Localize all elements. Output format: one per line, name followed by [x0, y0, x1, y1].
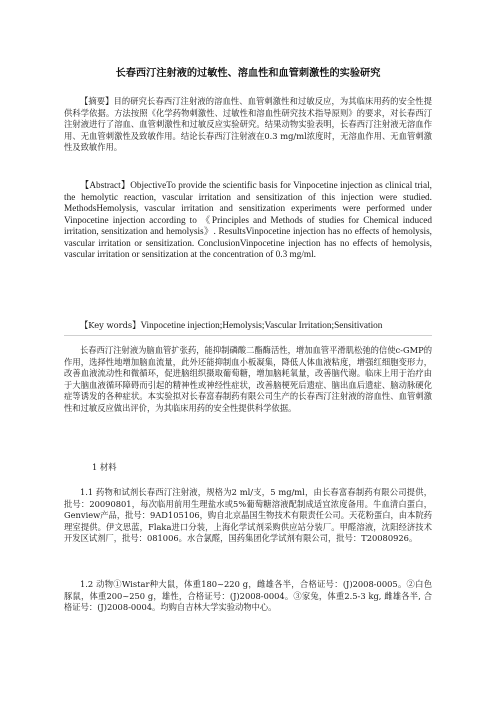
keywords-text: Vinpocetine injection;Hemolysis;Vascular Irritation;Sensitivation: [140, 321, 383, 331]
abstract-english: 【Abstract】ObjectiveTo provide the scientific basis for Vinpocetine injection as clinical trial, the hemolytic reaction, vascular irritation and sensitization of this injection were studied. MethodsHemolysis, vascular irritation and sensitization experiments were performed under Vinpocetine injection according to 《Principles and Methods of studies for Chemical induced irritation, sensitization and hemolysis》. ResultsVinpocetine injection has no effects of hemolysis, vascular irritation or sensitization. ConclusionVinpocetine injection has no effects of hemolysis, vascular irritation or sensitization at the concentration of 0.3 mg/ml.: [64, 181, 432, 261]
introduction-paragraph: 长春西汀注射液为脑血管扩张药，能抑制磷酸二酯酶活性，增加血管平滑肌松弛的信使c-GMP的作用，选择性地增加脑血流量，此外还能抑制血小板凝集，降低人体血液粘度，增强红细胞变形力，改善血液流动性和微循环，促进脑组织摄取葡萄糖，增加脑耗氧量，改善脑代谢。临床上用于治疗由于大脑血液循环障碍而引起的精神性或神经性症状，改善脑梗死后遗症、脑出血后遗症、脑动脉硬化症等诱发的各种症状。本实验拟对长春富春制药有限公司生产的长春西汀注射液的溶血性、血管刺激性和过敏反应做出评价，为其临床用药的安全性提供科学依据。: [64, 345, 432, 413]
materials-animals: 1.2 动物①Wistar种大鼠，体重180~220 g，雌雄各半，合格证号：(J)2008-0005。②白色豚鼠，体重200~250 g，雄性，合格证号：(J)2008-0004。③家兔，体重2.5-3 kg, 雌雄各半, 合格证号：(J)2008-0004。均购自吉林大学实验动物中心。: [64, 579, 432, 613]
document-title: 长春西汀注射液的过敏性、溶血性和血管刺激性的实验研究: [115, 68, 381, 79]
keywords-line: [64, 320, 432, 333]
materials-drugs-reagents: 1.1 药物和试剂长春西汀注射液，规格为2 ml/支，5 mg/ml，由长春富春制药有限公司提供，批号：20090801，每次临用前用生理盐水或5%葡萄糖溶液配制成适宜浓度备用。牛血清白蛋白，Genview产品，批号：9AD105106，购自北京晶国生物技术有限责任公司。天花粉蛋白，由本院药理室提供。伊文思蓝，Flaka进口分装，上海化学试剂采购供应站分装厂。甲醛溶液，沈阳经济技术开发区试剂厂，批号：081006。水合氯醛，国药集团化学试剂有限公司，批号：T20080926。: [64, 487, 432, 544]
keywords-divider: [64, 335, 432, 336]
keywords-label: 【Key words】: [80, 320, 141, 330]
section-heading-materials: 1 材料: [92, 462, 117, 472]
abstract-chinese: 【摘要】目的研究长春西汀注射液的溶血性、血管刺激性和过敏反应，为其临床用药的安全性提供科学依据。方法按照《化学药物刺激性、过敏性和溶血性研究技术指导原则》的要求，对长春西汀注射液进行了溶血、血管刺激性和过敏反应实验研究。结果动物实验表明，长春西汀注射液无溶血作用、无血管刺激性及致敏作用。结论长春西汀注射液在0.3 mg/ml浓度时，无溶血作用、无血管刺激性及致敏作用。: [64, 96, 432, 153]
